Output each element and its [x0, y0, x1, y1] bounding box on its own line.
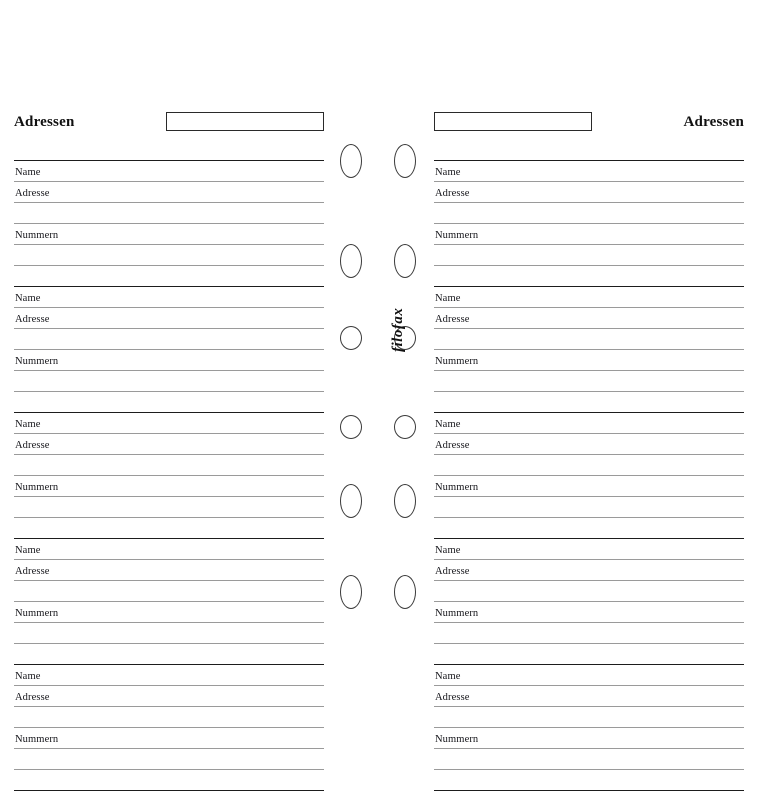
left-entry-3	[14, 392, 324, 518]
numbers-row-2[interactable]	[14, 623, 324, 644]
address-label: Adresse	[15, 314, 50, 325]
numbers-row[interactable]	[14, 602, 324, 623]
address-label: Adresse	[15, 692, 50, 703]
address-row-2[interactable]	[434, 707, 744, 728]
name-label: Name	[15, 545, 41, 556]
address-row-2[interactable]	[14, 707, 324, 728]
left-entry-5	[14, 644, 324, 791]
numbers-label: Nummern	[15, 608, 59, 619]
address-row-2[interactable]	[434, 329, 744, 350]
address-row-2[interactable]	[434, 203, 744, 224]
name-label: Name	[435, 419, 461, 430]
name-label: Name	[435, 671, 461, 682]
name-row[interactable]	[434, 413, 744, 434]
name-label: Name	[435, 293, 461, 304]
right-page	[434, 112, 744, 791]
left-entry-1	[14, 140, 324, 266]
numbers-label: Nummern	[435, 608, 479, 619]
address-label: Adresse	[435, 440, 470, 451]
right-page-title: Adressen	[683, 114, 744, 130]
name-label: Name	[435, 167, 461, 178]
numbers-row[interactable]	[14, 350, 324, 371]
name-row[interactable]	[14, 413, 324, 434]
numbers-row[interactable]	[434, 476, 744, 497]
numbers-label: Nummern	[435, 734, 479, 745]
address-label: Adresse	[15, 566, 50, 577]
brand-logo: filofax	[390, 307, 406, 352]
address-row-2[interactable]	[14, 581, 324, 602]
left-entry-4	[14, 518, 324, 644]
entry-bottom-divider	[14, 770, 324, 791]
numbers-label: Nummern	[15, 482, 59, 493]
address-label: Adresse	[15, 188, 50, 199]
address-row[interactable]	[14, 560, 324, 581]
binder-ring-icon	[394, 244, 416, 278]
name-row[interactable]	[434, 539, 744, 560]
numbers-row-2[interactable]	[14, 371, 324, 392]
numbers-row[interactable]	[434, 350, 744, 371]
entry-top-divider	[434, 518, 744, 539]
binder-ring-icon	[340, 575, 362, 609]
address-row[interactable]	[14, 182, 324, 203]
entry-top-divider	[14, 266, 324, 287]
left-index-field[interactable]	[166, 112, 324, 131]
name-row[interactable]	[14, 539, 324, 560]
binder-ring-icon	[394, 144, 416, 178]
numbers-row[interactable]	[14, 224, 324, 245]
binder-ring-icon	[340, 415, 362, 439]
numbers-row-2[interactable]	[434, 623, 744, 644]
binder-ring-icon	[340, 244, 362, 278]
left-page	[14, 112, 324, 791]
entry-top-divider	[434, 140, 744, 161]
left-page-title: Adressen	[14, 114, 75, 130]
address-row[interactable]	[434, 686, 744, 707]
address-row[interactable]	[14, 308, 324, 329]
numbers-row[interactable]	[434, 602, 744, 623]
numbers-label: Nummern	[15, 356, 59, 367]
numbers-label: Nummern	[435, 230, 479, 241]
address-label: Adresse	[435, 188, 470, 199]
binder-ring-icon	[340, 144, 362, 178]
numbers-label: Nummern	[15, 230, 59, 241]
numbers-label: Nummern	[15, 734, 59, 745]
binder-ring-icon	[340, 484, 362, 518]
address-row-2[interactable]	[14, 455, 324, 476]
right-entry-1	[434, 140, 744, 266]
name-row[interactable]	[14, 161, 324, 182]
binder-ring-icon	[340, 326, 362, 350]
name-label: Name	[435, 545, 461, 556]
numbers-row[interactable]	[434, 224, 744, 245]
entry-top-divider	[14, 392, 324, 413]
binder-rings	[332, 112, 428, 642]
address-label: Adresse	[435, 692, 470, 703]
right-entry-3	[434, 392, 744, 518]
address-row-2[interactable]	[14, 203, 324, 224]
numbers-label: Nummern	[435, 482, 479, 493]
numbers-row-2[interactable]	[14, 497, 324, 518]
right-entry-5	[434, 644, 744, 791]
entry-top-divider	[434, 644, 744, 665]
name-label: Name	[15, 293, 41, 304]
name-label: Name	[15, 167, 41, 178]
address-row[interactable]	[434, 434, 744, 455]
entry-bottom-divider	[434, 770, 744, 791]
name-row[interactable]	[434, 287, 744, 308]
right-page-header	[434, 112, 744, 140]
entry-top-divider	[14, 140, 324, 161]
entry-top-divider	[14, 518, 324, 539]
address-row[interactable]	[434, 560, 744, 581]
entry-top-divider	[434, 392, 744, 413]
name-row[interactable]	[14, 665, 324, 686]
numbers-row-2[interactable]	[434, 497, 744, 518]
name-row[interactable]	[434, 161, 744, 182]
address-label: Adresse	[435, 314, 470, 325]
address-row-2[interactable]	[14, 329, 324, 350]
binder-ring-icon	[394, 484, 416, 518]
name-label: Name	[15, 419, 41, 430]
left-entry-2	[14, 266, 324, 392]
numbers-row[interactable]	[14, 728, 324, 749]
address-row[interactable]	[434, 308, 744, 329]
left-page-header	[14, 112, 324, 140]
right-entry-4	[434, 518, 744, 644]
binder-ring-icon	[394, 575, 416, 609]
address-row-2[interactable]	[434, 581, 744, 602]
address-row[interactable]	[434, 182, 744, 203]
numbers-row-2[interactable]	[14, 245, 324, 266]
name-label: Name	[15, 671, 41, 682]
numbers-row-2[interactable]	[434, 371, 744, 392]
address-label: Adresse	[435, 566, 470, 577]
address-label: Adresse	[15, 440, 50, 451]
right-entry-2	[434, 266, 744, 392]
address-row[interactable]	[14, 434, 324, 455]
address-row-2[interactable]	[434, 455, 744, 476]
name-row[interactable]	[14, 287, 324, 308]
binder-ring-icon	[394, 415, 416, 439]
right-index-field[interactable]	[434, 112, 592, 131]
entry-top-divider	[14, 644, 324, 665]
numbers-row-2[interactable]	[434, 245, 744, 266]
address-row[interactable]	[14, 686, 324, 707]
numbers-row[interactable]	[14, 476, 324, 497]
numbers-label: Nummern	[435, 356, 479, 367]
name-row[interactable]	[434, 665, 744, 686]
numbers-row[interactable]	[434, 728, 744, 749]
entry-top-divider	[434, 266, 744, 287]
